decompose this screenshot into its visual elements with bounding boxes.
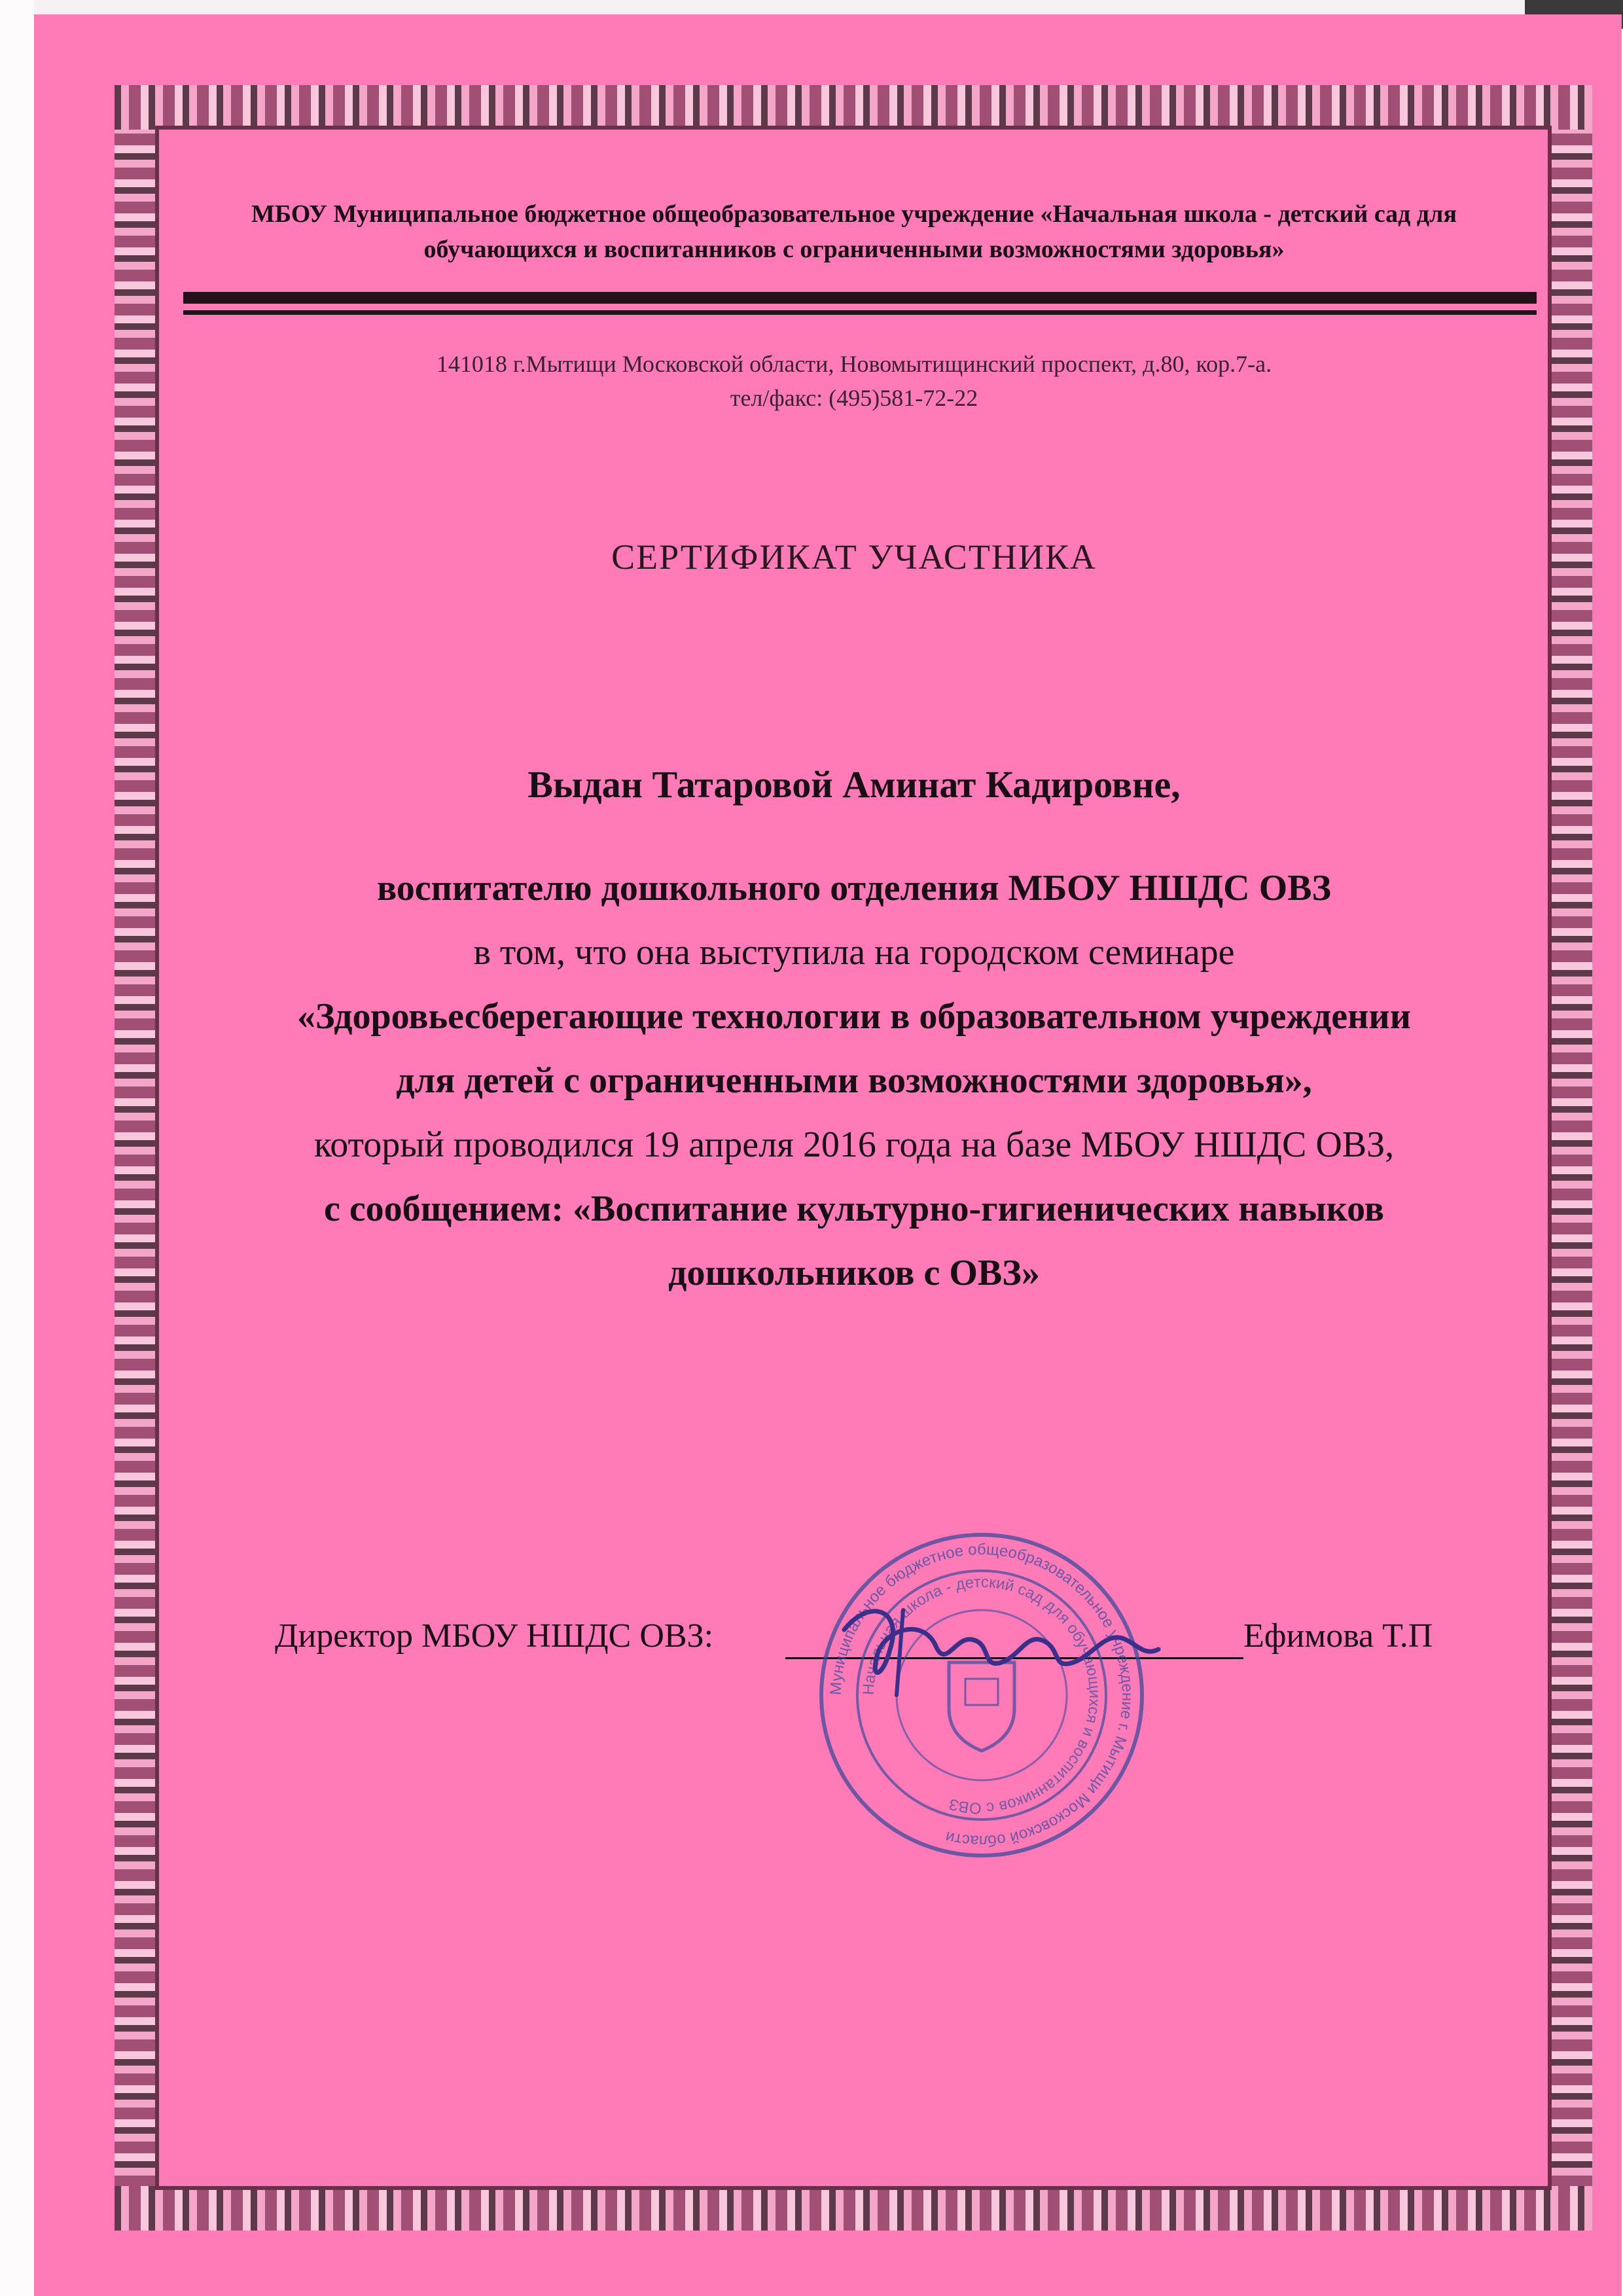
director-signature-icon xyxy=(831,1584,1171,1715)
school-header-line-1: МБОУ Муниципальное бюджетное общеобразовательное учреждение «Начальная школа - детский сад для xyxy=(251,200,1457,228)
recipient-name: Выдан Татаровой Аминат Кадировне, xyxy=(527,763,1181,806)
director-name: Ефимова Т.П xyxy=(1243,1617,1433,1655)
seminar-title-line-1: «Здоровьесберегающие технологии в образовательном учреждении xyxy=(297,996,1411,1037)
certificate-text xyxy=(170,753,1538,1305)
event-details: который проводился 19 апреля 2016 года на базе МБОУ НШДС ОВЗ, xyxy=(313,1124,1395,1165)
certificate-title: СЕРТИФИКАТ УЧАСТНИКА xyxy=(611,537,1097,577)
header-divider-thin xyxy=(183,310,1537,315)
statement-line: в том, что она выступила на городском семинаре xyxy=(473,932,1235,973)
stamp-outer-text: Муниципальное бюджетное общеобразовательное учреждение г. Мытищи Московской области xyxy=(827,1540,1137,1850)
stamp-inner-text: Начальная школа - детский сад для обучающихся и воспитанников с ОВЗ xyxy=(859,1573,1104,1818)
seminar-title-line-2: для детей с ограниченными возможностями здоровья», xyxy=(396,1060,1312,1101)
report-title-line-1: с сообщением: «Воспитание культурно-гигиенических навыков xyxy=(323,1189,1385,1229)
director-label: Директор МБОУ НШДС ОВЗ: xyxy=(275,1617,714,1655)
scan-edge-left xyxy=(0,0,34,2296)
report-title-line-2: дошкольников с ОВЗ» xyxy=(668,1253,1040,1293)
school-header xyxy=(170,196,1538,267)
scan-edge-top xyxy=(0,0,1623,14)
recipient-position: воспитателю дошкольного отделения МБОУ НШДС ОВЗ xyxy=(376,868,1332,908)
header-divider-thick xyxy=(183,292,1537,304)
school-header-line-2: обучающихся и воспитанников с ограниченными возможностями здоровья» xyxy=(423,236,1285,263)
spacer xyxy=(170,817,1538,856)
address-line: 141018 г.Мытищи Московской области, Новомытищинский проспект, д.80, кор.7-а. xyxy=(436,351,1272,377)
school-address xyxy=(170,347,1538,415)
phone-line: тел/факс: (495)581-72-22 xyxy=(730,385,978,411)
